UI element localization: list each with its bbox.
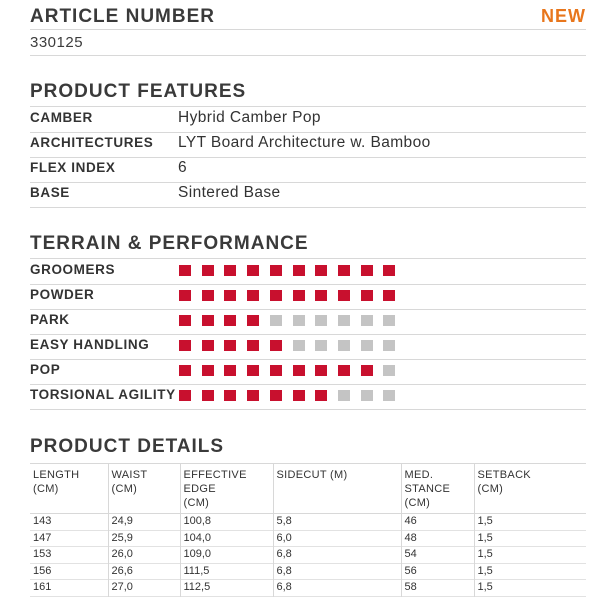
table-cell: 104,0 (180, 530, 273, 547)
table-cell: 26,6 (108, 563, 180, 580)
rating-bar-empty (315, 315, 327, 326)
rating-bar-empty (293, 340, 305, 351)
rating-bar-empty (361, 315, 373, 326)
rating-bar-empty (315, 340, 327, 351)
rating-bar-filled (224, 315, 236, 326)
performance-label: TORSIONAL AGILITY (30, 387, 176, 402)
rating-bar-filled (224, 365, 236, 376)
rating-bar-filled (270, 365, 282, 376)
rating-bar-filled (247, 315, 259, 326)
performance-row-powder (30, 284, 586, 309)
performance-label: POWDER (30, 287, 95, 302)
rating-bar-empty (338, 390, 350, 401)
table-cell: 1,5 (474, 547, 586, 564)
performance-row-easy-handling (30, 334, 586, 359)
rating-bar-empty (270, 315, 282, 326)
rating-bar-empty (383, 390, 395, 401)
rating-bar-filled (179, 340, 191, 351)
table-header-row (30, 464, 586, 514)
rating-bar-empty (383, 365, 395, 376)
rating-bar-filled (270, 340, 282, 351)
table-cell: 6,8 (273, 547, 401, 564)
rating-bar-filled (179, 390, 191, 401)
rating-bar-filled (224, 340, 236, 351)
performance-label: PARK (30, 312, 70, 327)
rating-bar-filled (202, 340, 214, 351)
divider (30, 55, 586, 56)
table-row (30, 563, 586, 580)
table-cell: 48 (401, 530, 474, 547)
table-cell: 6,0 (273, 530, 401, 547)
table-cell: 1,5 (474, 514, 586, 531)
rating-bar-filled (293, 265, 305, 276)
table-cell: 143 (33, 515, 52, 527)
rating-bar-filled (361, 365, 373, 376)
rating-bar-empty (293, 315, 305, 326)
table-cell: 54 (401, 547, 474, 564)
performance-row-park (30, 309, 586, 334)
column-header: WAIST (CM) (108, 464, 180, 514)
article-number-heading: ARTICLE NUMBER (30, 6, 215, 27)
table-cell: 6,8 (273, 580, 401, 597)
feature-row-architectures (30, 132, 586, 157)
table-cell: 153 (33, 548, 52, 560)
rating-bar-filled (247, 340, 259, 351)
table-cell: 25,9 (108, 530, 180, 547)
new-badge: NEW (541, 6, 586, 26)
rating-bar-filled (315, 390, 327, 401)
rating-bar-filled (338, 290, 350, 301)
column-header: SIDECUT (M) (273, 464, 401, 514)
rating-bar-filled (179, 290, 191, 301)
rating-bar-empty (383, 315, 395, 326)
performance-label: EASY HANDLING (30, 337, 150, 352)
feature-value: Hybrid Camber Pop (178, 109, 321, 126)
table-cell: 58 (401, 580, 474, 597)
table-cell: 1,5 (474, 530, 586, 547)
performance-row-groomers (30, 259, 586, 284)
rating-bar-filled (224, 290, 236, 301)
feature-value: LYT Board Architecture w. Bamboo (178, 134, 431, 151)
table-cell: 27,0 (108, 580, 180, 597)
table-cell: 6,8 (273, 563, 401, 580)
rating-bar-filled (224, 265, 236, 276)
table-cell: 1,5 (474, 563, 586, 580)
rating-bar-filled (224, 390, 236, 401)
feature-label: FLEX INDEX (30, 160, 116, 175)
divider (30, 29, 586, 30)
rating-bar-filled (202, 290, 214, 301)
product-features-heading: PRODUCT FEATURES (30, 81, 247, 102)
column-header: SETBACK (CM) (474, 464, 586, 514)
rating-bar-filled (293, 390, 305, 401)
table-cell: 161 (33, 581, 52, 593)
rating-bar-empty (361, 390, 373, 401)
rating-bar-empty (383, 340, 395, 351)
feature-label: BASE (30, 185, 70, 200)
rating-bar-filled (383, 265, 395, 276)
rating-bar-filled (179, 365, 191, 376)
rating-bar-filled (247, 290, 259, 301)
terrain-performance-heading: TERRAIN & PERFORMANCE (30, 233, 309, 254)
rating-bar-filled (179, 265, 191, 276)
feature-value: 6 (178, 159, 188, 176)
product-details-table (30, 463, 586, 597)
table-row (30, 514, 586, 531)
rating-bar-filled (202, 265, 214, 276)
feature-row-flex-index (30, 157, 586, 182)
product-details-heading: PRODUCT DETAILS (30, 436, 225, 457)
rating-bar-filled (315, 265, 327, 276)
table-cell: 112,5 (180, 580, 273, 597)
rating-bar-filled (270, 290, 282, 301)
table-cell: 111,5 (180, 563, 273, 580)
table-cell: 5,8 (273, 514, 401, 531)
table-cell: 1,5 (474, 580, 586, 597)
rating-bar-filled (293, 365, 305, 376)
divider (30, 409, 586, 410)
divider (30, 207, 586, 208)
table-cell: 46 (401, 514, 474, 531)
table-cell: 100,8 (180, 514, 273, 531)
table-row (30, 530, 586, 547)
rating-bar-filled (315, 365, 327, 376)
performance-row-pop (30, 359, 586, 384)
rating-bar-filled (361, 290, 373, 301)
feature-label: ARCHITECTURES (30, 135, 154, 150)
rating-bar-filled (383, 290, 395, 301)
rating-bar-filled (247, 390, 259, 401)
article-number-value: 330125 (30, 34, 84, 51)
feature-label: CAMBER (30, 110, 93, 125)
table-cell: 109,0 (180, 547, 273, 564)
feature-row-camber (30, 107, 586, 132)
performance-label: POP (30, 362, 61, 377)
column-header: LENGTH (CM) (33, 469, 80, 495)
rating-bar-empty (361, 340, 373, 351)
rating-bar-filled (247, 265, 259, 276)
rating-bar-filled (338, 365, 350, 376)
rating-bar-filled (270, 390, 282, 401)
rating-bar-filled (338, 265, 350, 276)
table-row (30, 547, 586, 564)
rating-bar-filled (361, 265, 373, 276)
table-cell: 147 (33, 531, 52, 544)
table-cell: 56 (401, 563, 474, 580)
column-header: EFFECTIVE EDGE (CM) (180, 464, 273, 514)
table-row (30, 580, 586, 597)
rating-bar-filled (202, 390, 214, 401)
feature-row-base (30, 182, 586, 207)
rating-bar-filled (293, 290, 305, 301)
rating-bar-filled (202, 365, 214, 376)
column-header: MED. STANCE (CM) (401, 464, 474, 514)
rating-bar-empty (338, 315, 350, 326)
performance-label: GROOMERS (30, 262, 116, 277)
performance-row-torsional-agility (30, 384, 586, 409)
feature-value: Sintered Base (178, 184, 281, 201)
rating-bar-filled (270, 265, 282, 276)
rating-bar-filled (247, 365, 259, 376)
rating-bar-filled (202, 315, 214, 326)
rating-bar-filled (315, 290, 327, 301)
table-cell: 24,9 (108, 514, 180, 531)
table-cell: 26,0 (108, 547, 180, 564)
table-cell: 156 (33, 564, 52, 577)
rating-bar-filled (179, 315, 191, 326)
rating-bar-empty (338, 340, 350, 351)
